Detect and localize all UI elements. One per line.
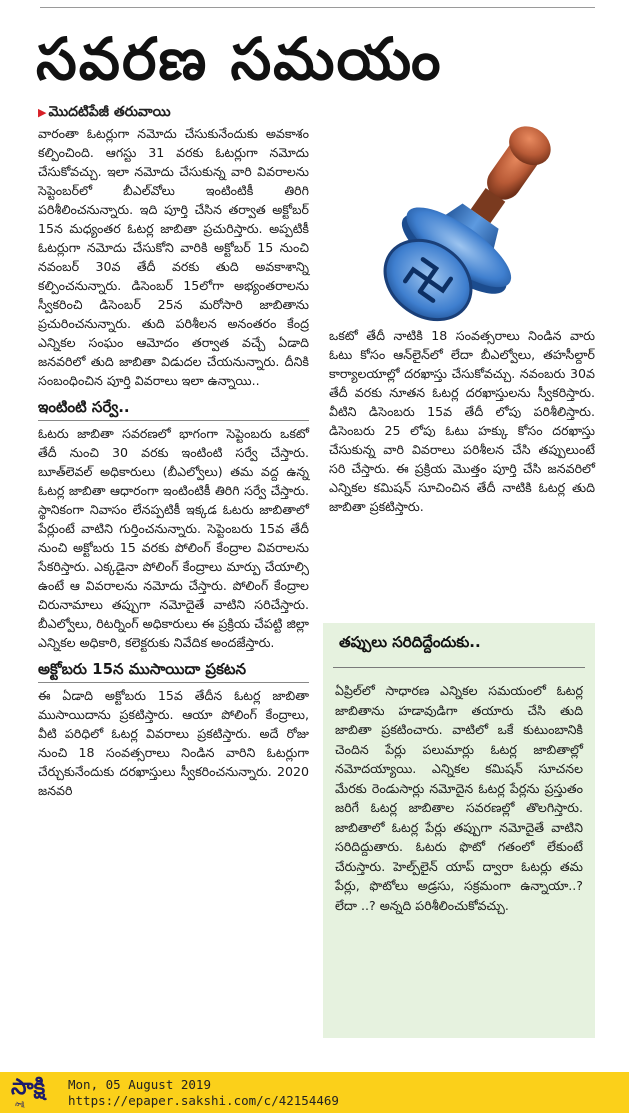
footer-date: Mon, 05 August 2019 <box>68 1077 211 1092</box>
election-stamp-icon <box>360 112 590 322</box>
footer-url[interactable]: https://epaper.sakshi.com/c/42154469 <box>68 1093 339 1108</box>
sidebar-box <box>323 623 595 1038</box>
sidebar-box-divider <box>333 667 585 668</box>
logo-subtext: సాక్షి <box>15 1101 25 1108</box>
left-paragraph-2: ఓటరు జాబితా సవరణలో భాగంగా సెప్టెంబరు ఒకటో తేదీ నుంచి 30 వరకు ఇంటింటి సర్వే చేస్తారు. బూత్‌లెవల్ అధికారులు (బీఎల్వోలు) తమ వద్ద ఉన్న ఓటర్ల జాబితా ఆధారంగా ఇంటింటికీ తిరిగి సర్వే చేస్తారు. స్థానికంగా నివాసం లేనప్పటికీ ఇక్కడ ఓటరు జాబితాలో పేర్లుంటే వాటిని గుర్తించనున్నారు. సెప్టెంబరు 15వ తేదీ నుంచి అక్టోబరు 15 వరకు పోలింగ్ కేంద్రాల వివరాలను సేకరిస్తారు. ఎక్కడైనా పోలింగ్ కేంద్రాలు మార్పు చేయాల్సి ఉంటే ఆ వివరాలను నమోదు చేస్తారు. పోలింగ్ కేంద్రాల చిరునామాలు తప్పుగా నమోదైతే వాటిని సరిచేస్తారు. బీఎల్వోలు, రిటర్నింగ్ అధికారులు ఈ ప్రక్రియ చేపట్టి జిల్లా ఎన్నికల అధికారి, కలెక్టరుకు నివేదిక అందజేస్తారు. <box>38 426 309 650</box>
article-headline: సవరణ సమయం <box>36 25 443 93</box>
right-column <box>329 326 595 516</box>
left-column <box>38 124 309 800</box>
footer-bar <box>0 1072 629 1113</box>
sakshi-logo[interactable] <box>5 1075 59 1109</box>
subhead-draft-publication: అక్టోబరు 15న ముసాయిదా ప్రకటన <box>38 658 309 683</box>
kicker-text: మొదటిపేజీ తరువాయి <box>48 104 171 120</box>
left-paragraph-1: వారంతా ఓటర్లుగా నమోదు చేసుకునేందుకు అవకాశం కల్పించింది. ఆగస్టు 31 వరకు ఓటర్లుగా నమోదు చేసుకోవచ్చు. ఇలా నమోదు చేసుకున్న వారి వివరాలను సెప్టెంబర్‌లో బీఎల్‌వోలు ఇంటింటికీ తిరిగి పరిశీలించనున్నారు. ఇది పూర్తి చేసిన తర్వాత అక్టోబర్ 15న మధ్యంతర ఓటర్ల జాబితా ప్రచురిస్తారు. అప్పటికీ ఓటర్లుగా నమోదు చేసుకోని వారికి అక్టోబర్ 15 నుంచి నవంబర్ 30వ తేదీ వరకు తుది అవకాశాన్ని కల్పించనున్నారు. డిసెంబర్ 15లోగా అభ్యంతరాలను స్వీకరించి డిసెంబర్ 25న మరోసారి జాబితాను ప్రచురించనున్నారు. తుది పరిశీలన అనంతరం కేంద్ర ఎన్నికల సంఘం ఆమోదం తర్వాత వచ్చే ఏడాది జనవరిలో తుది జాబితా విడుదల చేయనున్నారు. దీనికి సంబంధించిన పూర్తి వివరాలు ఇలా ఉన్నాయి.. <box>38 126 309 388</box>
left-paragraph-3: ఈ ఏడాది అక్టోబరు 15వ తేదీన ఓటర్ల జాబితా ముసాయిదాను ప్రకటిస్తారు. ఆయా పోలింగ్ కేంద్రాలు, వీటి పరిధిలో ఓటర్ల వివరాలు ప్రకటిస్తారు. అదే రోజు నుంచి 18 సంవత్సరాలు నిండిన వారిని ఓటర్లుగా చేర్చుకునేందుకు దరఖాస్తులు స్వీకరించనున్నారు. 2020 జనవరి <box>38 688 309 798</box>
logo-text: సాక్షి <box>11 1075 46 1100</box>
top-rule <box>40 7 595 8</box>
kicker <box>38 104 171 123</box>
subhead-house-survey: ఇంటింటి సర్వే.. <box>38 396 309 421</box>
sidebar-box-title: తప్పులు సరిదిద్దేందుకు.. <box>339 633 481 651</box>
triangle-right-icon: ▶ <box>38 106 47 119</box>
sidebar-box-body: ఏప్రిల్‌లో సాధారణ ఎన్నికల సమయంలో ఓటర్ల జాబితాను హడావుడిగా తయారు చేసి తుది జాబితా ప్రకటించారు. వాటిలో ఒకే కుటుంబానికి చెందిన పేర్లు పలుమార్లు ఓటర్ల జాబితాల్లో నమోదయ్యాయి. ఎన్నికల కమిషన్ సూచనల మేరకు రెండుసార్లు నమోదైన ఓటర్ల పేర్లను ప్రస్తుతం జరిగే ఓటర్ల జాబితాల సవరణల్లో తొలగిస్తారు. జాబితాలో ఓటర్ల పేర్లు తప్పుగా నమోదైతే వాటిని సరిదిద్దుతారు. ఓటరు ఫొటో గతంలో లేకుంటే చేరుస్తారు. హెల్ప్‌లైన్ యాప్ ద్వారా ఓటర్లు తమ పేర్లు, ఫొటోలు అడ్రసు, సక్రమంగా ఉన్నాయా..? లేదా ..? అన్నది పరిశీలించుకోవచ్చు. <box>335 683 583 913</box>
right-paragraph-1: ఒకటో తేదీ నాటికి 18 సంవత్సరాలు నిండిన వారు ఓటు కోసం ఆన్‌లైన్‌లో లేదా బీఎల్వోలు, తహసీల్దార్ కార్యాలయాల్లో దరఖాస్తు చేసుకోవచ్చు. నవంబరు 30వ తేదీ వరకు నూతన ఓటర్ల దరఖాస్తులను స్వీకరిస్తారు. వీటిని డిసెంబరు 15వ తేదీ లోపు పరిశీలిస్తారు. డిసెంబరు 25 లోపు ఓటు హక్కు కోసం దరఖాస్తు చేసుకున్న వారి వివరాలు పరిశీలన చేసి తప్పులుంటే సరి చేస్తారు. ఈ ప్రక్రియ మొత్తం పూర్తి చేసి జనవరిలో ఎన్నికల కమిషన్ సూచించిన తేదీ నాటికి ఓటర్ల తుది జాబితా ప్రకటిస్తారు. <box>329 328 595 514</box>
